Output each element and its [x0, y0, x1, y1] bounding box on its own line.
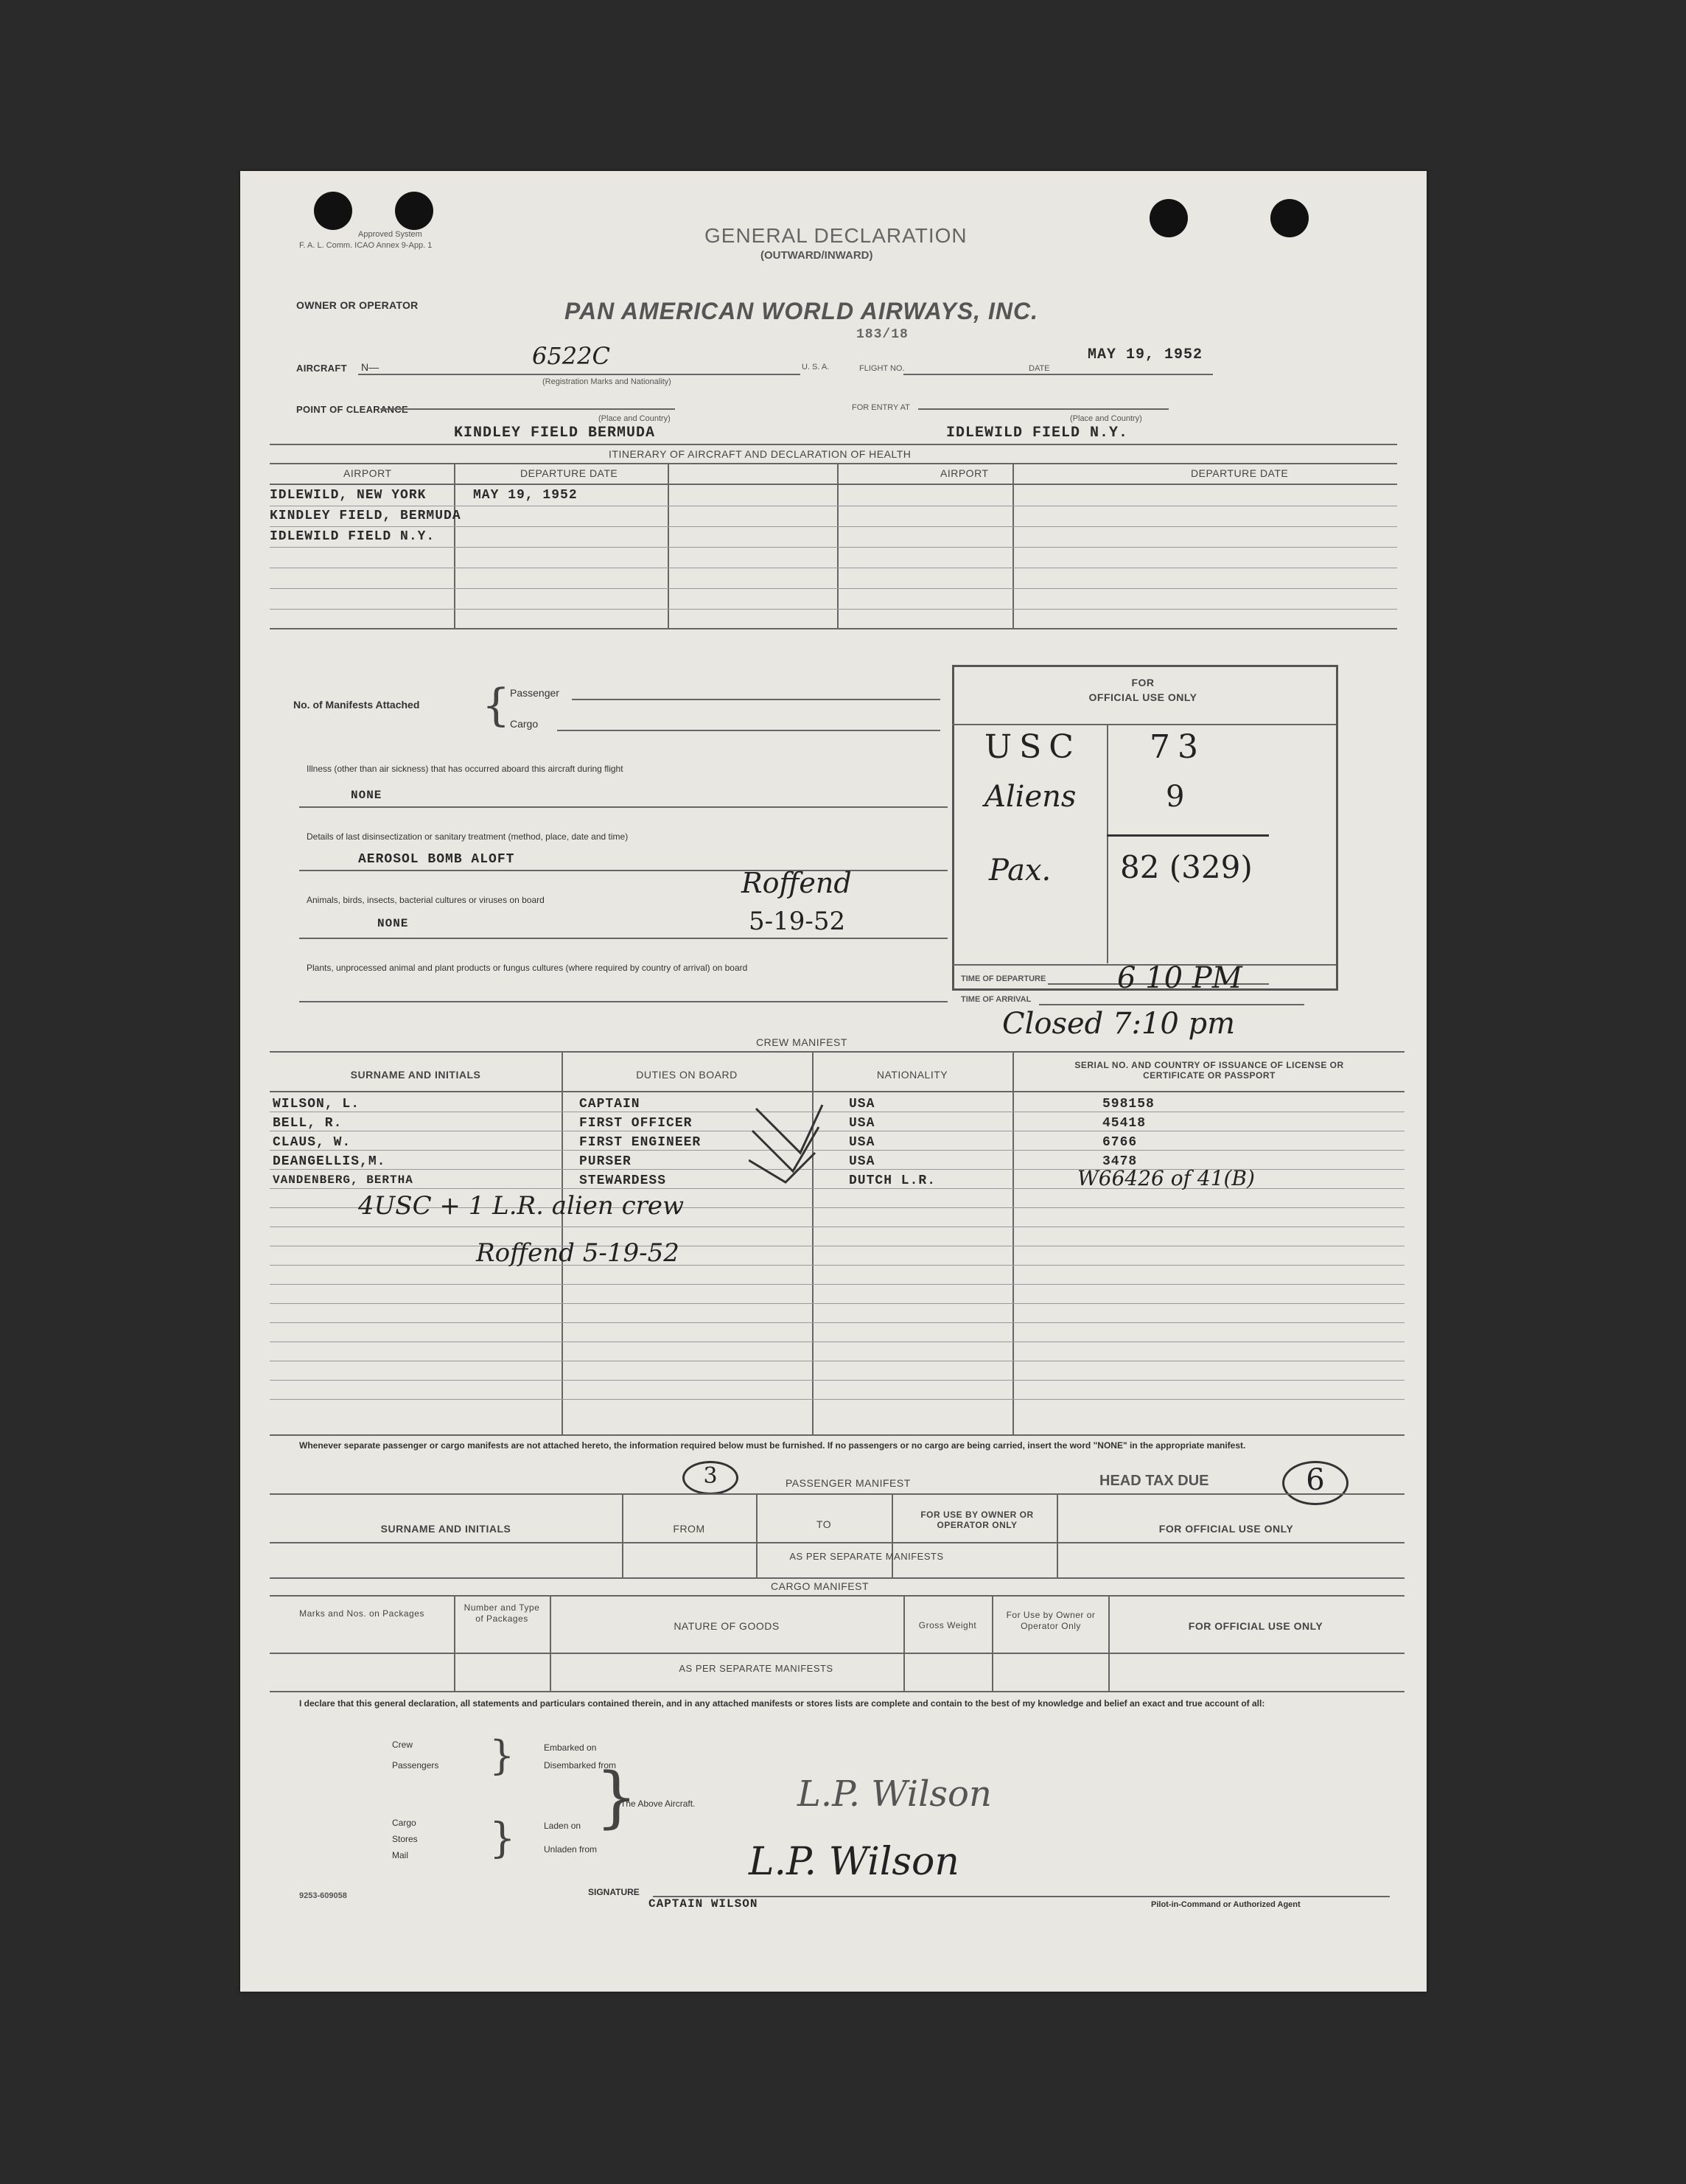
itinerary-col-departure: DEPARTURE DATE — [520, 467, 618, 479]
declaration-text: I declare that this general declaration, all statements and particulars contained therein, and in any attached manifests or stores lists are complete and contain to the best of my knowledge and belief an exact and true account of all: — [299, 1698, 1265, 1709]
flight-number: 183/18 — [856, 327, 909, 342]
passenger-col-to: TO — [816, 1518, 832, 1530]
official-title-1: FOR — [1131, 677, 1155, 688]
crew-serial-3: 6766 — [1102, 1135, 1138, 1150]
official-title-2: OFFICIAL USE ONLY — [1088, 691, 1197, 703]
crew-nationality-3: USA — [849, 1135, 875, 1150]
decl-crew: Crew — [392, 1740, 413, 1750]
declaration-form — [240, 171, 1427, 1992]
punch-hole — [1270, 199, 1309, 237]
manifests-brace: { — [482, 680, 511, 731]
decl-stores: Stores — [392, 1834, 418, 1844]
time-departure-label: TIME OF DEPARTURE — [961, 974, 1046, 983]
crew-name-4: DEANGELLIS,M. — [273, 1154, 386, 1169]
crew-duty-1: CAPTAIN — [579, 1097, 640, 1112]
passenger-col-owner: FOR USE BY OWNER OR OPERATOR ONLY — [920, 1510, 1034, 1530]
decl-disembarked: Disembarked from — [544, 1760, 617, 1770]
decl-mail: Mail — [392, 1850, 409, 1860]
cargo-col-number: Number and Type of Packages — [464, 1602, 540, 1624]
itinerary-title: ITINERARY OF AIRCRAFT AND DECLARATION OF HEALTH — [609, 448, 912, 460]
cargo-note: AS PER SEPARATE MANIFESTS — [679, 1663, 833, 1674]
place-caption-2: (Place and Country) — [1070, 414, 1142, 423]
owner-value: PAN AMERICAN WORLD AIRWAYS, INC. — [564, 298, 1038, 324]
crew-name-1: WILSON, L. — [273, 1097, 360, 1112]
head-tax-due: HEAD TAX DUE — [1099, 1473, 1209, 1489]
head-tax-circle: 6 — [1282, 1461, 1349, 1505]
time-arrival-label: TIME OF ARRIVAL — [961, 995, 1032, 1004]
crew-nationality-5: DUTCH L.R. — [849, 1173, 937, 1188]
date-label: DATE — [1029, 364, 1050, 373]
decl-unladen: Unladen from — [544, 1844, 598, 1855]
crew-note-line1: 4USC + 1 L.R. alien crew — [358, 1191, 685, 1221]
animals-value: NONE — [377, 917, 409, 930]
pilot-label: Pilot-in-Command or Authorized Agent — [1151, 1900, 1301, 1909]
crew-nationality-2: USA — [849, 1116, 875, 1131]
crew-nationality-1: USA — [849, 1097, 875, 1112]
decl-embarked: Embarked on — [544, 1742, 597, 1753]
cargo-col-official: FOR OFFICIAL USE ONLY — [1188, 1620, 1323, 1632]
crew-serial-4: 3478 — [1102, 1154, 1138, 1169]
decl-brace-3: } — [595, 1759, 638, 1836]
crew-nationality-4: USA — [849, 1154, 875, 1169]
usa-label: U. S. A. — [802, 363, 830, 371]
cargo-title: CARGO MANIFEST — [771, 1580, 870, 1592]
aircraft-label: AIRCRAFT — [296, 363, 347, 374]
crew-duty-2: FIRST OFFICER — [579, 1116, 693, 1131]
disinsect-label: Details of last disinsectization or sanitary treatment (method, place, date and time) — [307, 831, 629, 842]
passenger-note: AS PER SEPARATE MANIFESTS — [789, 1551, 944, 1562]
disinsect-value: AEROSOL BOMB ALOFT — [358, 852, 515, 867]
decl-cargo: Cargo — [392, 1818, 416, 1828]
check-marks — [749, 1101, 837, 1190]
signature-lower: L.P. Wilson — [749, 1840, 959, 1884]
crew-col-nationality: NATIONALITY — [876, 1069, 948, 1081]
official-pax-value: 82 (329) — [1120, 849, 1253, 885]
approved-line2: F. A. L. Comm. ICAO Annex 9-App. 1 — [299, 241, 433, 250]
place-caption: (Place and Country) — [598, 414, 671, 423]
punch-hole — [314, 192, 352, 230]
aircraft-value: 6522C — [532, 342, 610, 370]
registration-caption: (Registration Marks and Nationality) — [542, 377, 671, 386]
closed-note: Closed 7:10 pm — [1002, 1007, 1236, 1041]
entry-value: IDLEWILD FIELD N.Y. — [946, 425, 1129, 442]
official-pax-label: Pax. — [989, 854, 1052, 887]
health-handwritten-signature: Roffend — [741, 867, 852, 899]
crew-serial-2: 45418 — [1102, 1116, 1147, 1131]
flight-label: FLIGHT NO. — [859, 364, 905, 373]
passenger-col-from: FROM — [673, 1523, 705, 1535]
official-aliens-value: 9 — [1166, 780, 1185, 814]
passenger-col-official: FOR OFFICIAL USE ONLY — [1158, 1523, 1294, 1535]
manifest-instructions: Whenever separate passenger or cargo manifests are not attached hereto, the information required below must be furnished. If no passengers or no cargo are being carried, insert the word "NONE" in the appropriate manifest. — [299, 1440, 1246, 1451]
itinerary-airport-2: KINDLEY FIELD, BERMUDA — [270, 509, 461, 523]
passenger-col-surname: SURNAME AND INITIALS — [380, 1523, 511, 1535]
official-use-box — [952, 665, 1338, 991]
health-handwritten-date: 5-19-52 — [749, 907, 846, 936]
manifest-passenger-label: Passenger — [510, 687, 559, 699]
clearance-label: POINT OF CLEARANCE — [296, 404, 409, 415]
itinerary-airport-3: IDLEWILD FIELD N.Y. — [270, 529, 436, 544]
signature-upper: L.P. Wilson — [797, 1773, 992, 1815]
cargo-col-nature: NATURE OF GOODS — [674, 1620, 780, 1632]
official-usc-label: USC — [984, 728, 1081, 766]
form-number: 9253-609058 — [299, 1891, 347, 1900]
punch-hole — [395, 192, 433, 230]
crew-title: CREW MANIFEST — [756, 1036, 847, 1048]
entry-label: FOR ENTRY AT — [852, 403, 910, 412]
crew-duty-3: FIRST ENGINEER — [579, 1135, 702, 1150]
decl-passengers: Passengers — [392, 1760, 439, 1770]
crew-col-duties: DUTIES ON BOARD — [636, 1069, 738, 1081]
crew-name-3: CLAUS, W. — [273, 1135, 351, 1150]
decl-above-aircraft: The Above Aircraft. — [620, 1799, 696, 1809]
crew-name-2: BELL, R. — [273, 1116, 343, 1131]
cargo-col-weight: Gross Weight — [918, 1620, 977, 1630]
decl-laden: Laden on — [544, 1821, 581, 1831]
aircraft-prefix: N— — [361, 361, 379, 373]
circled-number: 3 — [682, 1461, 738, 1495]
crew-col-serial: SERIAL NO. AND COUNTRY OF ISSUANCE OF LICENSE OR CERTIFICATE OR PASSPORT — [1074, 1060, 1344, 1081]
animals-label: Animals, birds, insects, bacterial cultures or viruses on board — [307, 895, 545, 905]
cargo-col-marks: Marks and Nos. on Packages — [299, 1608, 424, 1619]
passenger-title: PASSENGER MANIFEST — [786, 1477, 911, 1489]
page-title: GENERAL DECLARATION — [704, 224, 968, 247]
illness-value: NONE — [351, 789, 382, 802]
official-usc-value: 73 — [1150, 728, 1206, 766]
punch-hole — [1150, 199, 1188, 237]
page-subtitle: (OUTWARD/INWARD) — [760, 249, 873, 262]
manifest-cargo-label: Cargo — [510, 718, 539, 730]
decl-brace-1: } — [489, 1732, 515, 1779]
approved-line1: Approved System — [358, 230, 422, 239]
illness-label: Illness (other than air sickness) that has occurred aboard this aircraft during flight — [307, 764, 623, 774]
crew-serial-1: 598158 — [1102, 1097, 1155, 1112]
itinerary-col-departure-2: DEPARTURE DATE — [1191, 467, 1289, 479]
crew-duty-5: STEWARDESS — [579, 1173, 667, 1188]
date-value: MAY 19, 1952 — [1088, 346, 1203, 363]
crew-note-line2: Roffend 5-19-52 — [476, 1238, 679, 1268]
manifests-label: No. of Manifests Attached — [293, 699, 420, 711]
decl-brace-2: } — [489, 1815, 516, 1863]
itinerary-col-airport-2: AIRPORT — [940, 467, 989, 479]
owner-label: OWNER OR OPERATOR — [296, 299, 419, 311]
signature-label: SIGNATURE — [588, 1887, 640, 1897]
itinerary-date-1: MAY 19, 1952 — [473, 488, 578, 503]
crew-name-5: VANDENBERG, BERTHA — [273, 1173, 413, 1187]
crew-duty-4: PURSER — [579, 1154, 632, 1169]
official-aliens-label: Aliens — [984, 780, 1077, 814]
plants-label: Plants, unprocessed animal and plant products or fungus cultures (where required by country of arrival) on board — [307, 963, 748, 973]
crew-serial-5: W66426 of 41(B) — [1077, 1166, 1255, 1190]
time-departure-value: 6 10 PM — [1117, 961, 1242, 995]
clearance-value: KINDLEY FIELD BERMUDA — [454, 425, 656, 442]
crew-col-surname: SURNAME AND INITIALS — [350, 1069, 481, 1081]
itinerary-col-airport: AIRPORT — [343, 467, 392, 479]
signature-typed: CAPTAIN WILSON — [648, 1897, 758, 1911]
cargo-col-owner: For Use by Owner or Operator Only — [1006, 1610, 1096, 1631]
itinerary-airport-1: IDLEWILD, NEW YORK — [270, 488, 427, 503]
